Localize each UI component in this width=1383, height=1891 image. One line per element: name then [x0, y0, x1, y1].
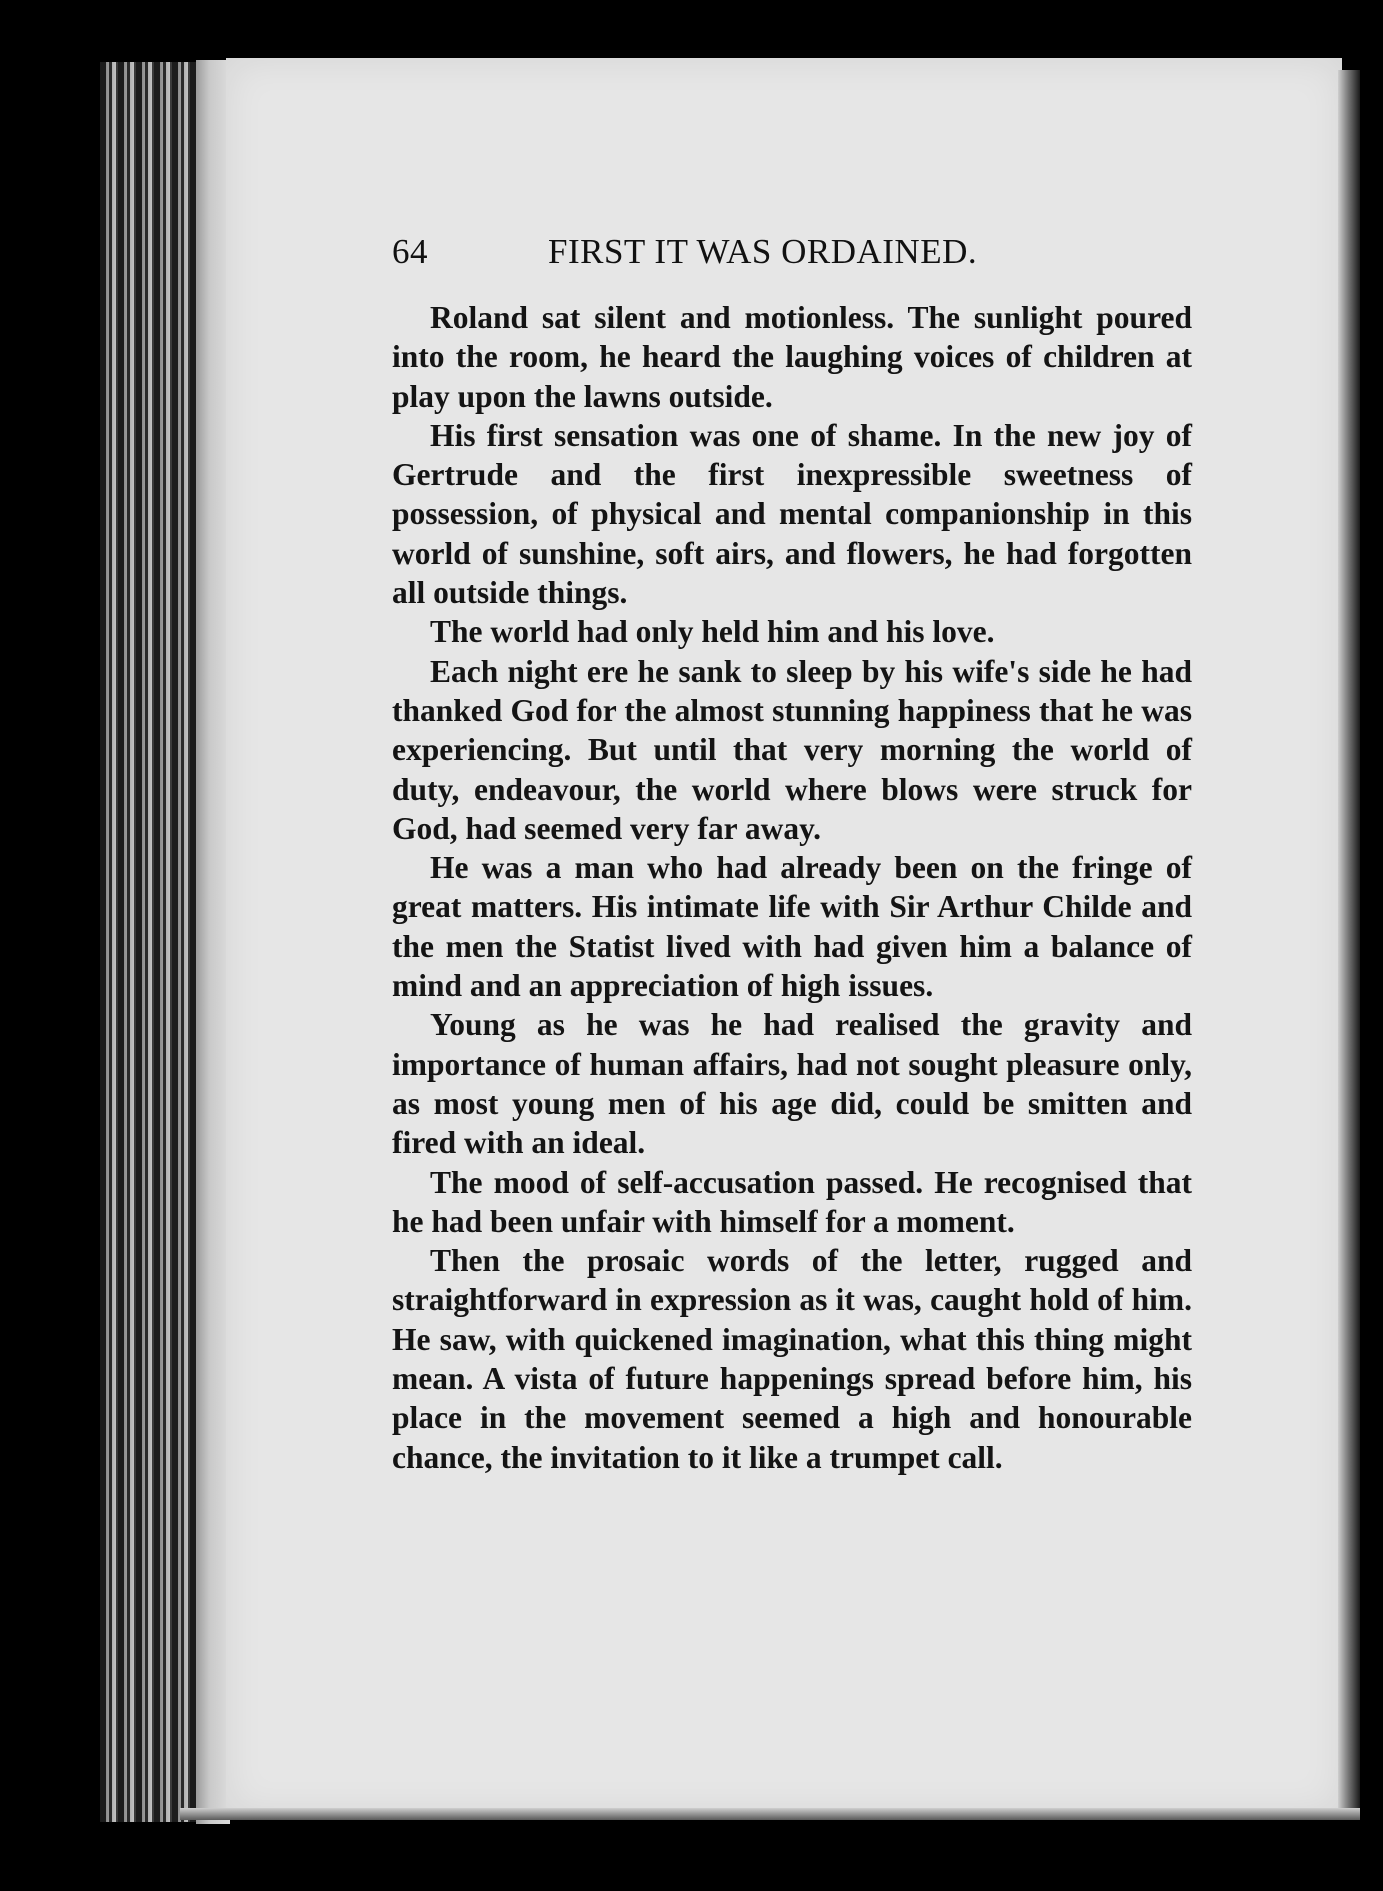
page-number: 64: [392, 232, 428, 271]
paragraph: Young as he was he had realised the gravity and importance of human affairs, had not sought pleasure only, as most young men of his age did, could be smitten and fired with an ideal.: [392, 1007, 1192, 1161]
page-edge-gutter: [196, 60, 230, 1824]
paragraph: The mood of self-accusation passed. He recognised that he had been unfair with himself for a moment.: [392, 1164, 1192, 1239]
paragraph: He was a man who had already been on the fringe of great matters. His intimate life with Sir Arthur Childe and the men the Statist lived with had given him a balance of mind and an appreciation of high issues.: [392, 850, 1192, 1004]
paragraph: His first sensation was one of shame. In the new joy of Gertrude and the first inexpressible sweetness of possession, of physical and mental companionship in this world of sunshine, soft airs, and flowers, he had forgotten all outside things.: [392, 417, 1192, 611]
paragraph: Then the prosaic words of the letter, rugged and straightforward in expression as it was, caught hold of him. He saw, with quickened imagination, what this thing might mean. A vista of future happenings spread before him, his place in the movement seemed a high and honourable chance, the invitation to it like a trumpet call.: [392, 1243, 1192, 1475]
page-edge-bottom: [180, 1808, 1360, 1820]
paragraph: Each night ere he sank to sleep by his wife's side he had thanked God for the almost stunning happiness that he was experiencing. But until that very morning the world of duty, endeavour, the world where blows were struck for God, had seemed very far away.: [392, 653, 1192, 846]
body-text: [392, 298, 1192, 1477]
paragraph: Roland sat silent and motionless. The sunlight poured into the room, he heard the laughing voices of children at play upon the lawns outside.: [392, 300, 1192, 414]
page-edge-right: [1338, 70, 1360, 1810]
running-header: [392, 232, 1192, 282]
paragraph: The world had only held him and his love.: [430, 614, 995, 650]
running-title: FIRST IT WAS ORDAINED.: [548, 232, 978, 271]
